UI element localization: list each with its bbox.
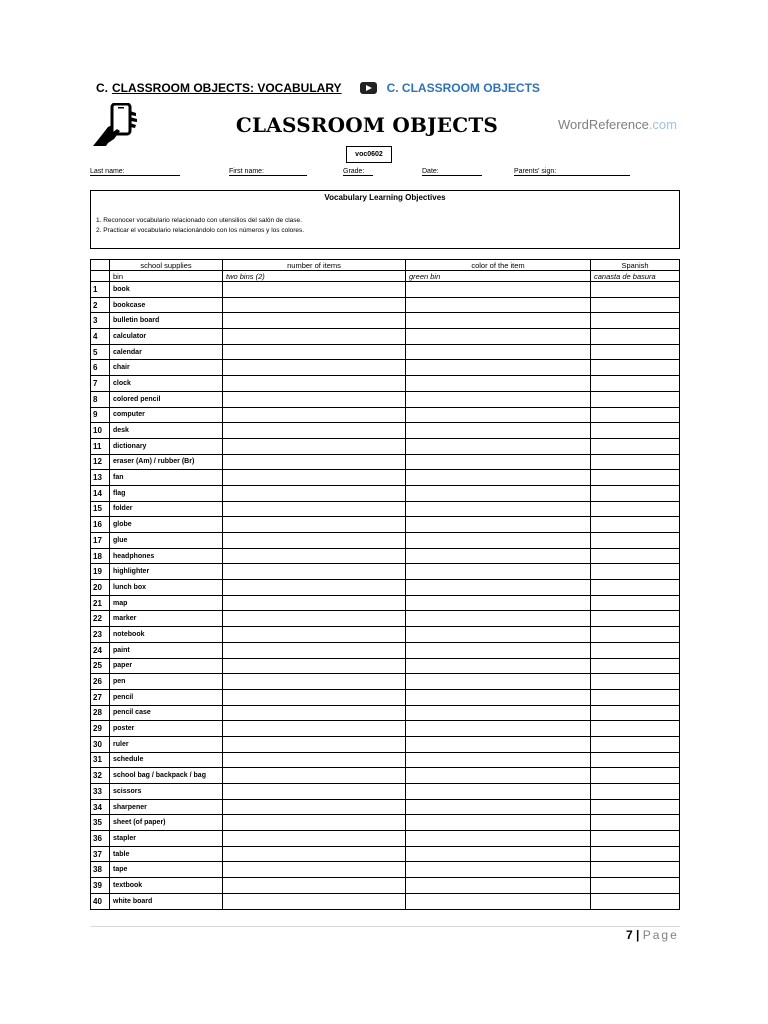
supply-cell: dictionary bbox=[110, 438, 223, 454]
supply-cell: bookcase bbox=[110, 297, 223, 313]
color-cell[interactable] bbox=[406, 611, 591, 627]
color-cell[interactable] bbox=[406, 329, 591, 345]
supply-cell: folder bbox=[110, 501, 223, 517]
table-row bbox=[91, 454, 680, 470]
spanish-cell[interactable] bbox=[591, 611, 680, 627]
supply-cell: sheet (of paper) bbox=[110, 815, 223, 831]
color-cell[interactable] bbox=[406, 580, 591, 596]
color-cell[interactable] bbox=[406, 391, 591, 407]
spanish-cell[interactable] bbox=[591, 580, 680, 596]
table-row bbox=[91, 893, 680, 909]
row-number-cell: 18 bbox=[91, 548, 110, 564]
color-cell[interactable] bbox=[406, 485, 591, 501]
color-cell[interactable] bbox=[406, 564, 591, 580]
row-number-cell: 31 bbox=[91, 752, 110, 768]
example-cell-number bbox=[91, 271, 110, 282]
spanish-cell[interactable] bbox=[591, 376, 680, 392]
number-items-cell[interactable] bbox=[223, 862, 406, 878]
color-cell[interactable] bbox=[406, 689, 591, 705]
page-title: CLASSROOM OBJECTS bbox=[235, 113, 499, 137]
table-row bbox=[91, 297, 680, 313]
color-cell[interactable] bbox=[406, 768, 591, 784]
color-cell[interactable] bbox=[406, 501, 591, 517]
row-number-cell: 29 bbox=[91, 721, 110, 737]
page-footer bbox=[626, 928, 679, 942]
page-number: 7 bbox=[626, 928, 633, 942]
spanish-cell[interactable] bbox=[591, 705, 680, 721]
spanish-cell[interactable] bbox=[591, 282, 680, 298]
number-items-cell[interactable] bbox=[223, 611, 406, 627]
color-cell[interactable] bbox=[406, 517, 591, 533]
number-items-cell[interactable] bbox=[223, 470, 406, 486]
spanish-cell[interactable] bbox=[591, 689, 680, 705]
color-cell[interactable] bbox=[406, 799, 591, 815]
row-number-cell: 26 bbox=[91, 674, 110, 690]
wordreference-logo bbox=[558, 117, 677, 132]
parents-sign-line[interactable] bbox=[514, 168, 630, 176]
supply-cell: paper bbox=[110, 658, 223, 674]
color-cell[interactable] bbox=[406, 344, 591, 360]
row-number-cell: 14 bbox=[91, 485, 110, 501]
row-number-cell: 15 bbox=[91, 501, 110, 517]
last-name-label: Last name: bbox=[90, 168, 125, 175]
worksheet-code: voc0602 bbox=[346, 146, 392, 163]
row-number-cell: 17 bbox=[91, 533, 110, 549]
number-items-cell[interactable] bbox=[223, 752, 406, 768]
brand-word: WordReference bbox=[558, 117, 649, 132]
supply-cell: sharpener bbox=[110, 799, 223, 815]
table-row bbox=[91, 846, 680, 862]
color-cell[interactable] bbox=[406, 736, 591, 752]
row-number-cell: 28 bbox=[91, 705, 110, 721]
row-number-cell: 5 bbox=[91, 344, 110, 360]
color-cell[interactable] bbox=[406, 423, 591, 439]
number-items-cell[interactable] bbox=[223, 736, 406, 752]
spanish-cell[interactable] bbox=[591, 438, 680, 454]
spanish-cell[interactable] bbox=[591, 878, 680, 894]
table-row bbox=[91, 862, 680, 878]
number-items-cell[interactable] bbox=[223, 721, 406, 737]
number-items-cell[interactable] bbox=[223, 627, 406, 643]
color-cell[interactable] bbox=[406, 705, 591, 721]
objectives-box bbox=[90, 190, 680, 249]
supply-cell: paint bbox=[110, 642, 223, 658]
color-cell[interactable] bbox=[406, 438, 591, 454]
spanish-cell[interactable] bbox=[591, 784, 680, 800]
last-name-line[interactable] bbox=[90, 168, 180, 176]
supply-cell: headphones bbox=[110, 548, 223, 564]
table-row bbox=[91, 313, 680, 329]
number-items-cell[interactable] bbox=[223, 282, 406, 298]
number-items-cell[interactable] bbox=[223, 893, 406, 909]
number-items-cell[interactable] bbox=[223, 485, 406, 501]
table-row bbox=[91, 611, 680, 627]
row-number-cell: 34 bbox=[91, 799, 110, 815]
example-row bbox=[91, 271, 680, 282]
table-row bbox=[91, 752, 680, 768]
number-items-cell[interactable] bbox=[223, 360, 406, 376]
table-row bbox=[91, 282, 680, 298]
number-items-cell[interactable] bbox=[223, 297, 406, 313]
row-number-cell: 7 bbox=[91, 376, 110, 392]
first-name-line[interactable] bbox=[229, 168, 307, 176]
row-number-cell: 8 bbox=[91, 391, 110, 407]
table-row bbox=[91, 627, 680, 643]
spanish-cell[interactable] bbox=[591, 799, 680, 815]
row-number-cell: 10 bbox=[91, 423, 110, 439]
table-row bbox=[91, 548, 680, 564]
color-cell[interactable] bbox=[406, 533, 591, 549]
header-links bbox=[96, 79, 540, 97]
video-link[interactable]: C. CLASSROOM OBJECTS bbox=[386, 81, 540, 95]
supply-cell: marker bbox=[110, 611, 223, 627]
spanish-cell[interactable] bbox=[591, 627, 680, 643]
supply-cell: school bag / backpack / bag bbox=[110, 768, 223, 784]
row-number-cell: 6 bbox=[91, 360, 110, 376]
spanish-cell[interactable] bbox=[591, 407, 680, 423]
date-label: Date: bbox=[422, 168, 439, 175]
supply-cell: bulletin board bbox=[110, 313, 223, 329]
header-prefix: C. bbox=[96, 81, 108, 95]
number-items-cell[interactable] bbox=[223, 423, 406, 439]
color-cell[interactable] bbox=[406, 627, 591, 643]
header-cell-number bbox=[91, 260, 110, 271]
color-cell[interactable] bbox=[406, 846, 591, 862]
table-row bbox=[91, 831, 680, 847]
row-number-cell: 37 bbox=[91, 846, 110, 862]
supply-cell: highlighter bbox=[110, 564, 223, 580]
supply-cell: stapler bbox=[110, 831, 223, 847]
table-row bbox=[91, 595, 680, 611]
color-cell[interactable] bbox=[406, 407, 591, 423]
header-cell: number of items bbox=[223, 260, 406, 271]
number-items-cell[interactable] bbox=[223, 376, 406, 392]
spanish-cell[interactable] bbox=[591, 674, 680, 690]
number-items-cell[interactable] bbox=[223, 548, 406, 564]
spanish-cell[interactable] bbox=[591, 736, 680, 752]
vocabulary-table bbox=[90, 259, 680, 910]
number-items-cell[interactable] bbox=[223, 313, 406, 329]
row-number-cell: 40 bbox=[91, 893, 110, 909]
table-row bbox=[91, 564, 680, 580]
row-number-cell: 2 bbox=[91, 297, 110, 313]
table-row bbox=[91, 658, 680, 674]
supply-cell: pencil bbox=[110, 689, 223, 705]
header-cell: Spanish bbox=[591, 260, 680, 271]
table-row bbox=[91, 878, 680, 894]
table-row bbox=[91, 674, 680, 690]
date-line[interactable] bbox=[422, 168, 482, 176]
number-items-cell[interactable] bbox=[223, 689, 406, 705]
table-row bbox=[91, 799, 680, 815]
table-row bbox=[91, 689, 680, 705]
supply-cell: clock bbox=[110, 376, 223, 392]
number-items-cell[interactable] bbox=[223, 580, 406, 596]
spanish-cell[interactable] bbox=[591, 721, 680, 737]
spanish-cell[interactable] bbox=[591, 658, 680, 674]
number-items-cell[interactable] bbox=[223, 831, 406, 847]
supply-cell: pencil case bbox=[110, 705, 223, 721]
spanish-cell[interactable] bbox=[591, 485, 680, 501]
color-cell[interactable] bbox=[406, 815, 591, 831]
row-number-cell: 4 bbox=[91, 329, 110, 345]
table-row bbox=[91, 438, 680, 454]
spanish-cell[interactable] bbox=[591, 768, 680, 784]
supply-cell: computer bbox=[110, 407, 223, 423]
row-number-cell: 33 bbox=[91, 784, 110, 800]
supply-cell: tape bbox=[110, 862, 223, 878]
supply-cell: eraser (Am) / rubber (Br) bbox=[110, 454, 223, 470]
table-row bbox=[91, 501, 680, 517]
number-items-cell[interactable] bbox=[223, 799, 406, 815]
row-number-cell: 36 bbox=[91, 831, 110, 847]
color-cell[interactable] bbox=[406, 297, 591, 313]
row-number-cell: 23 bbox=[91, 627, 110, 643]
supply-cell: map bbox=[110, 595, 223, 611]
table-row bbox=[91, 784, 680, 800]
table-row bbox=[91, 329, 680, 345]
number-items-cell[interactable] bbox=[223, 407, 406, 423]
spanish-cell[interactable] bbox=[591, 517, 680, 533]
parents-sign-label: Parents' sign: bbox=[514, 168, 557, 175]
play-icon[interactable] bbox=[360, 82, 377, 94]
spanish-cell[interactable] bbox=[591, 548, 680, 564]
number-items-cell[interactable] bbox=[223, 878, 406, 894]
spanish-cell[interactable] bbox=[591, 313, 680, 329]
page-word: Page bbox=[642, 928, 679, 942]
spanish-cell[interactable] bbox=[591, 454, 680, 470]
vocabulary-link[interactable]: CLASSROOM OBJECTS: VOCABULARY bbox=[112, 81, 342, 95]
grade-label: Grade: bbox=[343, 168, 365, 175]
color-cell[interactable] bbox=[406, 831, 591, 847]
row-number-cell: 20 bbox=[91, 580, 110, 596]
color-cell[interactable] bbox=[406, 282, 591, 298]
table-row bbox=[91, 642, 680, 658]
color-cell[interactable] bbox=[406, 721, 591, 737]
color-cell[interactable] bbox=[406, 784, 591, 800]
supply-cell: textbook bbox=[110, 878, 223, 894]
color-cell[interactable] bbox=[406, 313, 591, 329]
grade-line[interactable] bbox=[343, 168, 373, 176]
supply-cell: poster bbox=[110, 721, 223, 737]
supply-cell: desk bbox=[110, 423, 223, 439]
table-row bbox=[91, 423, 680, 439]
number-items-cell[interactable] bbox=[223, 517, 406, 533]
table-row bbox=[91, 485, 680, 501]
number-items-cell[interactable] bbox=[223, 438, 406, 454]
number-items-cell[interactable] bbox=[223, 642, 406, 658]
supply-cell: scissors bbox=[110, 784, 223, 800]
table-row bbox=[91, 376, 680, 392]
color-cell[interactable] bbox=[406, 674, 591, 690]
supply-cell: calculator bbox=[110, 329, 223, 345]
table-row bbox=[91, 815, 680, 831]
row-number-cell: 35 bbox=[91, 815, 110, 831]
header-cell: color of the item bbox=[406, 260, 591, 271]
supply-cell: calendar bbox=[110, 344, 223, 360]
row-number-cell: 30 bbox=[91, 736, 110, 752]
supply-cell: book bbox=[110, 282, 223, 298]
table-row bbox=[91, 533, 680, 549]
row-number-cell: 9 bbox=[91, 407, 110, 423]
number-items-cell[interactable] bbox=[223, 533, 406, 549]
example-cell: canasta de basura bbox=[591, 271, 680, 282]
row-number-cell: 22 bbox=[91, 611, 110, 627]
row-number-cell: 11 bbox=[91, 438, 110, 454]
number-items-cell[interactable] bbox=[223, 768, 406, 784]
spanish-cell[interactable] bbox=[591, 595, 680, 611]
spanish-cell[interactable] bbox=[591, 470, 680, 486]
table-row bbox=[91, 580, 680, 596]
number-items-cell[interactable] bbox=[223, 784, 406, 800]
color-cell[interactable] bbox=[406, 376, 591, 392]
objective-item: 2. Practicar el vocabulario relacionándolo con los números y los colores. bbox=[96, 227, 305, 234]
color-cell[interactable] bbox=[406, 360, 591, 376]
table-row bbox=[91, 736, 680, 752]
spanish-cell[interactable] bbox=[591, 846, 680, 862]
spanish-cell[interactable] bbox=[591, 564, 680, 580]
number-items-cell[interactable] bbox=[223, 391, 406, 407]
example-cell: green bin bbox=[406, 271, 591, 282]
number-items-cell[interactable] bbox=[223, 454, 406, 470]
row-number-cell: 32 bbox=[91, 768, 110, 784]
spanish-cell[interactable] bbox=[591, 360, 680, 376]
number-items-cell[interactable] bbox=[223, 815, 406, 831]
color-cell[interactable] bbox=[406, 642, 591, 658]
supply-cell: notebook bbox=[110, 627, 223, 643]
supply-cell: chair bbox=[110, 360, 223, 376]
row-number-cell: 25 bbox=[91, 658, 110, 674]
supply-cell: glue bbox=[110, 533, 223, 549]
row-number-cell: 21 bbox=[91, 595, 110, 611]
color-cell[interactable] bbox=[406, 548, 591, 564]
objectives-heading: Vocabulary Learning Objectives bbox=[324, 193, 446, 202]
table-header-row bbox=[91, 260, 680, 271]
row-number-cell: 16 bbox=[91, 517, 110, 533]
row-number-cell: 19 bbox=[91, 564, 110, 580]
color-cell[interactable] bbox=[406, 454, 591, 470]
supply-cell: white board bbox=[110, 893, 223, 909]
number-items-cell[interactable] bbox=[223, 674, 406, 690]
number-items-cell[interactable] bbox=[223, 344, 406, 360]
row-number-cell: 27 bbox=[91, 689, 110, 705]
supply-cell: fan bbox=[110, 470, 223, 486]
number-items-cell[interactable] bbox=[223, 846, 406, 862]
supply-cell: lunch box bbox=[110, 580, 223, 596]
table-row bbox=[91, 360, 680, 376]
supply-cell: flag bbox=[110, 485, 223, 501]
row-number-cell: 1 bbox=[91, 282, 110, 298]
supply-cell: ruler bbox=[110, 736, 223, 752]
spanish-cell[interactable] bbox=[591, 391, 680, 407]
spanish-cell[interactable] bbox=[591, 297, 680, 313]
objective-item: 1. Reconocer vocabulario relacionado con utensilios del salón de clase. bbox=[96, 217, 302, 224]
spanish-cell[interactable] bbox=[591, 642, 680, 658]
number-items-cell[interactable] bbox=[223, 658, 406, 674]
page-separator: | bbox=[636, 928, 640, 942]
row-number-cell: 38 bbox=[91, 862, 110, 878]
spanish-cell[interactable] bbox=[591, 831, 680, 847]
supply-cell: globe bbox=[110, 517, 223, 533]
table-row bbox=[91, 344, 680, 360]
row-number-cell: 12 bbox=[91, 454, 110, 470]
table-row bbox=[91, 517, 680, 533]
table-row bbox=[91, 721, 680, 737]
color-cell[interactable] bbox=[406, 893, 591, 909]
color-cell[interactable] bbox=[406, 862, 591, 878]
table-row bbox=[91, 705, 680, 721]
row-number-cell: 13 bbox=[91, 470, 110, 486]
table-row bbox=[91, 407, 680, 423]
spanish-cell[interactable] bbox=[591, 752, 680, 768]
brand-dot: .com bbox=[648, 117, 677, 132]
supply-cell: colored pencil bbox=[110, 391, 223, 407]
row-number-cell: 3 bbox=[91, 313, 110, 329]
row-number-cell: 24 bbox=[91, 642, 110, 658]
header-cell: school supplies bbox=[110, 260, 223, 271]
row-number-cell: 39 bbox=[91, 878, 110, 894]
color-cell[interactable] bbox=[406, 878, 591, 894]
color-cell[interactable] bbox=[406, 752, 591, 768]
supply-cell: pen bbox=[110, 674, 223, 690]
spanish-cell[interactable] bbox=[591, 815, 680, 831]
color-cell[interactable] bbox=[406, 470, 591, 486]
spanish-cell[interactable] bbox=[591, 329, 680, 345]
number-items-cell[interactable] bbox=[223, 564, 406, 580]
table-row bbox=[91, 768, 680, 784]
footer-divider bbox=[90, 926, 680, 927]
color-cell[interactable] bbox=[406, 658, 591, 674]
example-cell: bin bbox=[110, 271, 223, 282]
color-cell[interactable] bbox=[406, 595, 591, 611]
supply-cell: schedule bbox=[110, 752, 223, 768]
spanish-cell[interactable] bbox=[591, 501, 680, 517]
spanish-cell[interactable] bbox=[591, 862, 680, 878]
table-row bbox=[91, 391, 680, 407]
first-name-label: First name: bbox=[229, 168, 265, 175]
table-row bbox=[91, 470, 680, 486]
number-items-cell[interactable] bbox=[223, 595, 406, 611]
number-items-cell[interactable] bbox=[223, 705, 406, 721]
spanish-cell[interactable] bbox=[591, 344, 680, 360]
number-items-cell[interactable] bbox=[223, 329, 406, 345]
supply-cell: table bbox=[110, 846, 223, 862]
number-items-cell[interactable] bbox=[223, 501, 406, 517]
spanish-cell[interactable] bbox=[591, 423, 680, 439]
spanish-cell[interactable] bbox=[591, 533, 680, 549]
example-cell: two bins (2) bbox=[223, 271, 406, 282]
spanish-cell[interactable] bbox=[591, 893, 680, 909]
